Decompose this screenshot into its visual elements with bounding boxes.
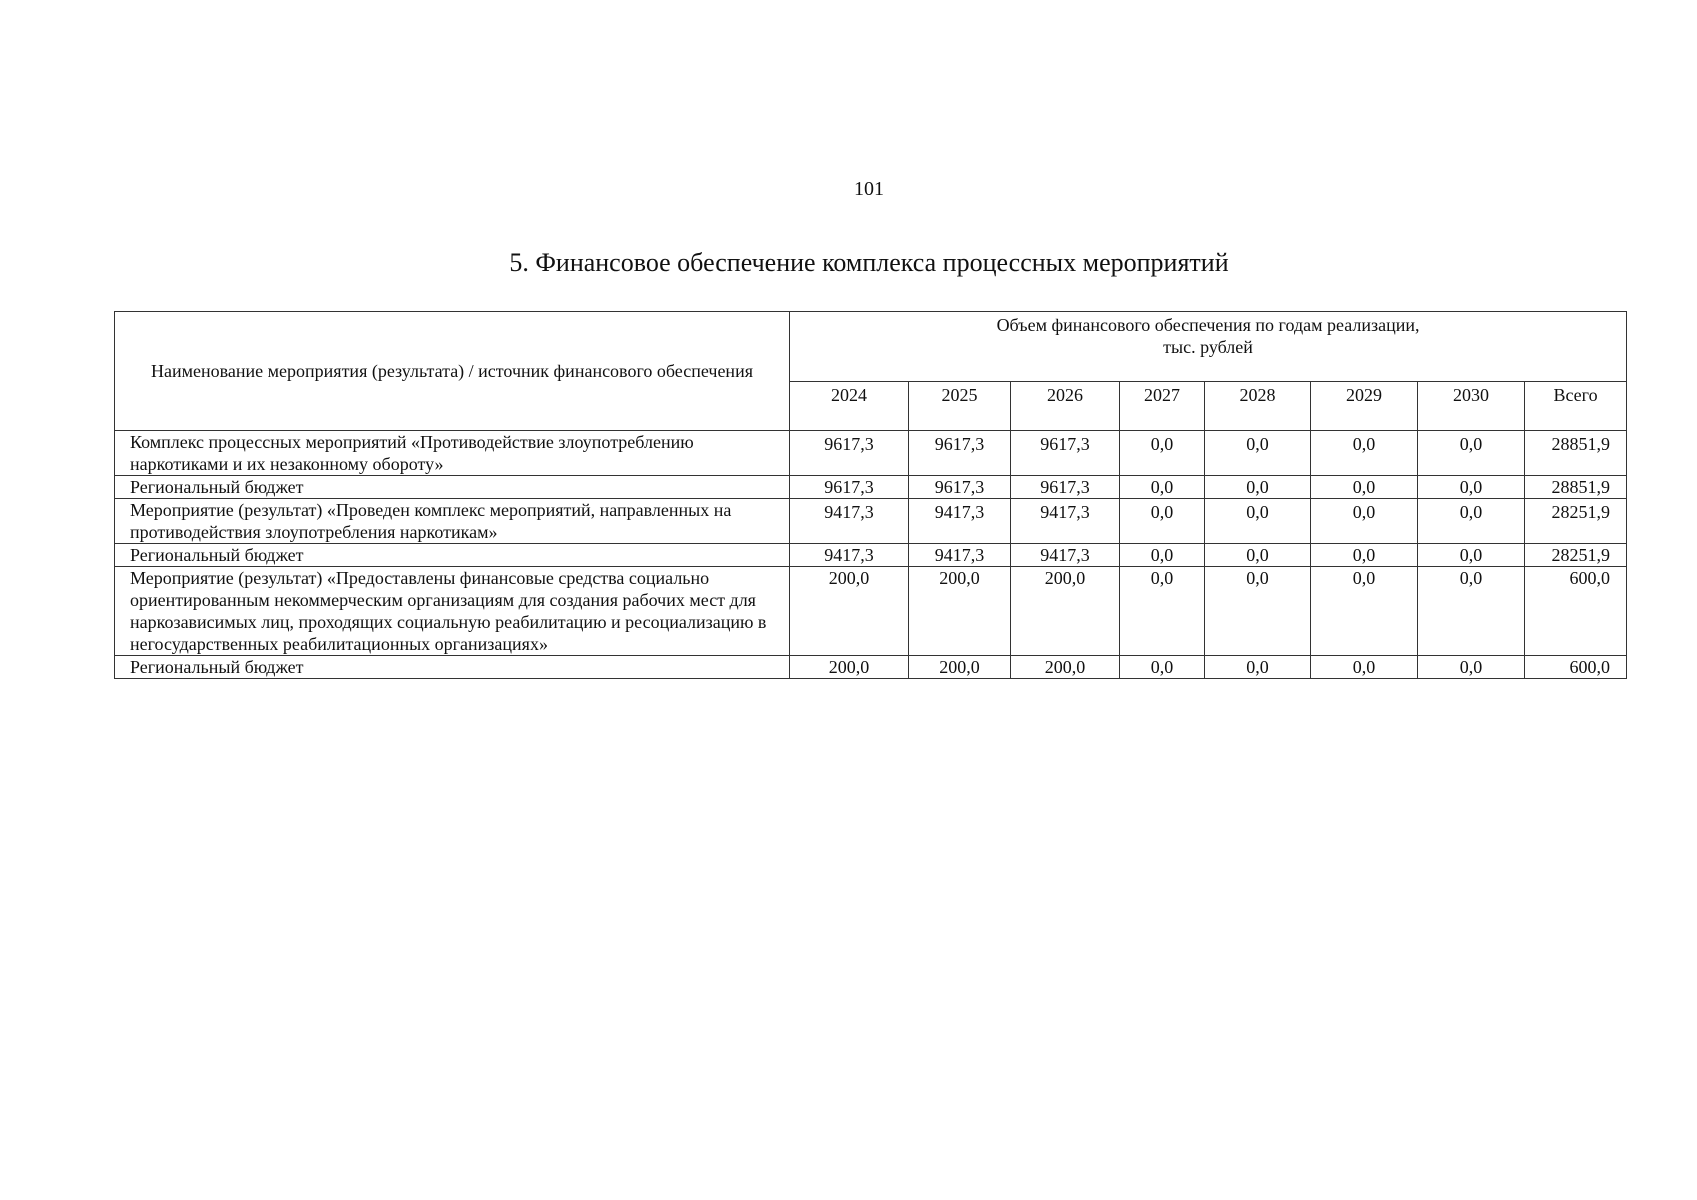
value-2024: 9617,3: [790, 476, 909, 499]
value-2029: 0,0: [1311, 499, 1418, 544]
value-2026: 9617,3: [1011, 431, 1120, 476]
value-2025: 9617,3: [909, 431, 1011, 476]
value-2029: 0,0: [1311, 431, 1418, 476]
value-2030: 0,0: [1418, 656, 1525, 679]
row-name: Региональный бюджет: [115, 544, 790, 567]
value-2027: 0,0: [1120, 431, 1205, 476]
value-2027: 0,0: [1120, 499, 1205, 544]
value-2024: 200,0: [790, 656, 909, 679]
value-2029: 0,0: [1311, 476, 1418, 499]
section-title: 5. Финансовое обеспечение комплекса процессных мероприятий: [509, 248, 1229, 277]
header-year-2026: 2026: [1011, 382, 1120, 431]
value-2024: 9417,3: [790, 499, 909, 544]
value-2030: 0,0: [1418, 431, 1525, 476]
value-2027: 0,0: [1120, 567, 1205, 656]
value-2024: 9417,3: [790, 544, 909, 567]
value-2028: 0,0: [1205, 544, 1311, 567]
value-2025: 200,0: [909, 567, 1011, 656]
header-volume-line1: Объем финансового обеспечения по годам реализации,: [996, 315, 1420, 335]
row-name: Мероприятие (результат) «Проведен комплекс мероприятий, направленных на противодействия злоупотребления наркотикам»: [115, 499, 790, 544]
header-name-cell: Наименование мероприятия (результата) / источник финансового обеспечения: [115, 312, 790, 431]
value-2028: 0,0: [1205, 476, 1311, 499]
value-2026: 9617,3: [1011, 476, 1120, 499]
value-2025: 9417,3: [909, 499, 1011, 544]
value-2026: 9417,3: [1011, 544, 1120, 567]
table-row: [115, 567, 1627, 656]
row-name: Мероприятие (результат) «Предоставлены финансовые средства социально ориентированным некоммерческим организациям для создания рабочих мест для наркозависимых лиц, проходящих социальную реабилитацию и ресоциализацию в негосударственных реабилитационных организациях»: [115, 567, 790, 656]
value-2025: 200,0: [909, 656, 1011, 679]
page-number: 101: [854, 178, 884, 200]
value-2030: 0,0: [1418, 499, 1525, 544]
value-2026: 9417,3: [1011, 499, 1120, 544]
value-2030: 0,0: [1418, 567, 1525, 656]
value-2030: 0,0: [1418, 476, 1525, 499]
row-name: Комплекс процессных мероприятий «Противодействие злоупотреблению наркотиками и их незаконному обороту»: [115, 431, 790, 476]
table-row: [115, 544, 1627, 567]
value-2027: 0,0: [1120, 476, 1205, 499]
value-2027: 0,0: [1120, 656, 1205, 679]
value-2026: 200,0: [1011, 567, 1120, 656]
value-2028: 0,0: [1205, 567, 1311, 656]
value-2029: 0,0: [1311, 656, 1418, 679]
header-year-2030: 2030: [1418, 382, 1525, 431]
value-2026: 200,0: [1011, 656, 1120, 679]
header-year-2027: 2027: [1120, 382, 1205, 431]
row-name: Региональный бюджет: [115, 656, 790, 679]
header-volume-line2: тыс. рублей: [1163, 337, 1253, 357]
table-row: [115, 476, 1627, 499]
value-total: 600,0: [1525, 656, 1627, 679]
value-total: 28851,9: [1525, 431, 1627, 476]
value-2024: 200,0: [790, 567, 909, 656]
value-total: 28251,9: [1525, 544, 1627, 567]
table-row: [115, 431, 1627, 476]
table-row: [115, 656, 1627, 679]
header-total: Всего: [1525, 382, 1627, 431]
table-row: [115, 499, 1627, 544]
value-total: 600,0: [1525, 567, 1627, 656]
value-2028: 0,0: [1205, 499, 1311, 544]
header-volume-cell: [790, 312, 1627, 382]
value-2029: 0,0: [1311, 567, 1418, 656]
value-2028: 0,0: [1205, 656, 1311, 679]
value-2024: 9617,3: [790, 431, 909, 476]
value-2025: 9617,3: [909, 476, 1011, 499]
value-2030: 0,0: [1418, 544, 1525, 567]
value-2025: 9417,3: [909, 544, 1011, 567]
header-year-2028: 2028: [1205, 382, 1311, 431]
value-2027: 0,0: [1120, 544, 1205, 567]
value-2028: 0,0: [1205, 431, 1311, 476]
value-2029: 0,0: [1311, 544, 1418, 567]
header-row-1: [115, 312, 1627, 382]
value-total: 28251,9: [1525, 499, 1627, 544]
header-year-2029: 2029: [1311, 382, 1418, 431]
value-total: 28851,9: [1525, 476, 1627, 499]
header-year-2024: 2024: [790, 382, 909, 431]
financing-table: [114, 311, 1627, 679]
row-name: Региональный бюджет: [115, 476, 790, 499]
header-year-2025: 2025: [909, 382, 1011, 431]
